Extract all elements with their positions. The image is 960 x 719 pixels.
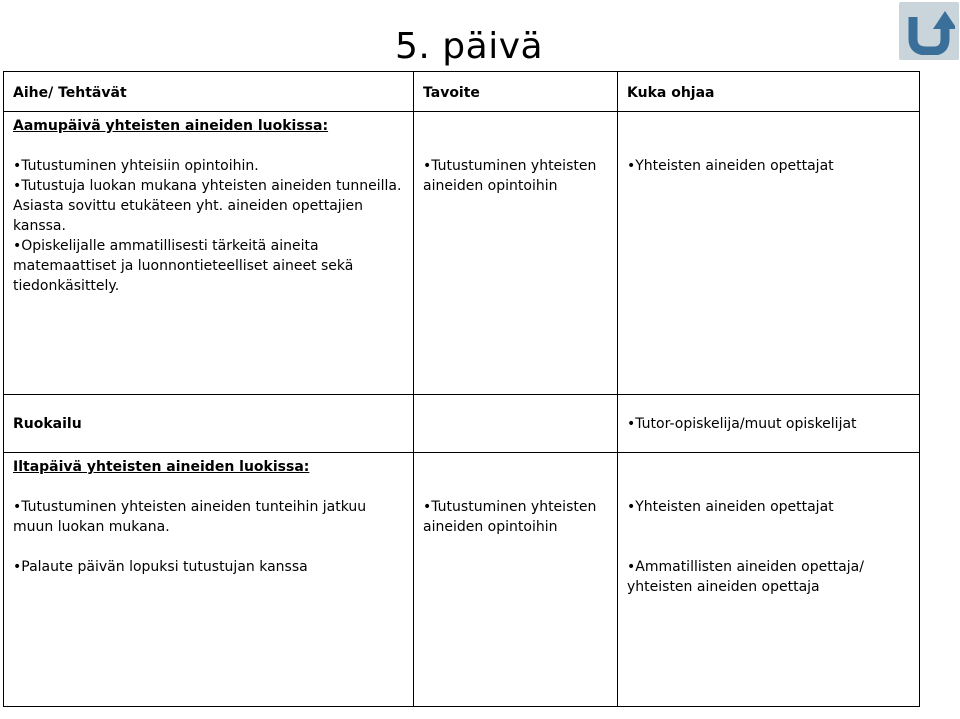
afternoon-heading: Iltapäivä yhteisten aineiden luokissa: [13,459,310,475]
morning-who: •Yhteisten aineiden opettajat [627,158,834,174]
slide-title: 5. päivä [395,26,544,67]
morning-topic-cell [4,112,414,395]
return-arrow-icon [903,7,955,55]
morning-goal-cell [414,112,618,395]
afternoon-who: •Yhteisten aineiden opettajat [627,499,834,515]
header-topic: Aihe/ Tehtävät [4,72,414,112]
afternoon-item: •Tutustuminen yhteisten aineiden tunteihin jatkuu muun luokan mukana. [13,499,367,535]
lunch-topic-cell [4,395,414,453]
table-row-morning [4,112,920,395]
afternoon-who: •Ammatillisten aineiden opettaja/ yhteisten aineiden opettaja [627,559,864,595]
morning-item: •Opiskelijalle ammatillisesti tärkeitä aineita matemaattiset ja luonnontieteelliset aineet sekä tiedonkäsittely. [13,238,354,294]
morning-heading: Aamupäivä yhteisten aineiden luokissa: [13,118,329,134]
afternoon-topic-cell [4,453,414,707]
lunch-label: Ruokailu [13,415,82,432]
lunch-who: •Tutor-opiskelija/muut opiskelijat [627,415,857,432]
morning-item: •Tutustuja luokan mukana yhteisten aineiden tunneilla. Asiasta sovittu etukäteen yht. aineiden opettajien kanssa. [13,178,402,234]
afternoon-who-cell [618,453,920,707]
table-row-afternoon [4,453,920,707]
morning-who-cell [618,112,920,395]
header-goal: Tavoite [414,72,618,112]
afternoon-goal-cell [414,453,618,707]
lunch-who-cell [618,395,920,453]
lunch-goal-cell [414,395,618,453]
morning-item: •Tutustuminen yhteisiin opintoihin. [13,158,259,174]
header-who: Kuka ohjaa [618,72,920,112]
afternoon-item: •Palaute päivän lopuksi tutustujan kanssa [13,559,308,575]
table-header-row [4,72,920,112]
schedule-table [3,71,920,707]
table-row-lunch [4,395,920,453]
afternoon-goal: •Tutustuminen yhteisten aineiden opintoihin [423,499,597,535]
back-button[interactable] [899,2,959,60]
morning-goal: •Tutustuminen yhteisten aineiden opintoihin [423,158,597,194]
